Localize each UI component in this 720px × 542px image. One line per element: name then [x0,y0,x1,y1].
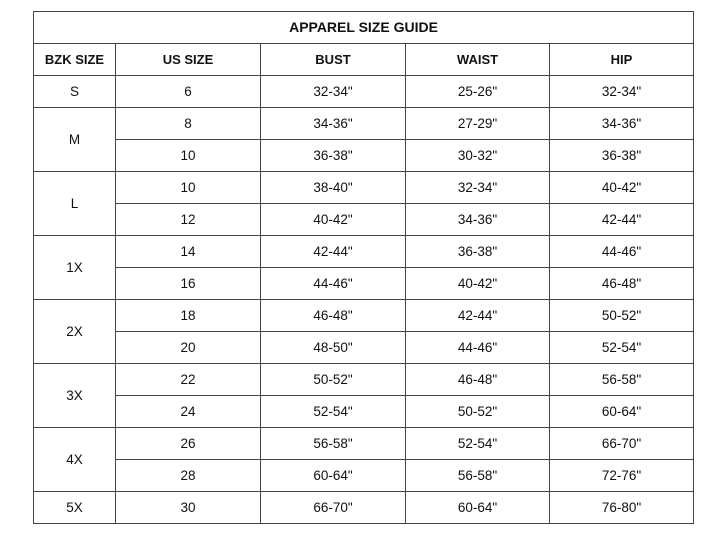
table-row [34,172,694,204]
waist-cell: 25-26" [406,76,550,108]
bust-cell: 46-48" [261,300,406,332]
table-row [34,76,694,108]
header-bzk-size: BZK SIZE [34,44,116,76]
bust-cell: 56-58" [261,428,406,460]
bzk-size-cell: M [34,108,116,172]
waist-cell: 30-32" [406,140,550,172]
bust-cell: 34-36" [261,108,406,140]
bzk-size-cell: 4X [34,428,116,492]
us-size-cell: 10 [116,140,261,172]
table-row [34,428,694,460]
us-size-cell: 26 [116,428,261,460]
table-row [34,364,694,396]
hip-cell: 52-54" [550,332,694,364]
bust-cell: 40-42" [261,204,406,236]
table-row [34,460,694,492]
hip-cell: 72-76" [550,460,694,492]
hip-cell: 76-80" [550,492,694,524]
table-row [34,492,694,524]
waist-cell: 40-42" [406,268,550,300]
table-row [34,396,694,428]
us-size-cell: 8 [116,108,261,140]
header-waist: WAIST [406,44,550,76]
header-bust: BUST [261,44,406,76]
hip-cell: 56-58" [550,364,694,396]
bzk-size-cell: 3X [34,364,116,428]
bust-cell: 36-38" [261,140,406,172]
bzk-size-cell: L [34,172,116,236]
hip-cell: 36-38" [550,140,694,172]
us-size-cell: 30 [116,492,261,524]
hip-cell: 66-70" [550,428,694,460]
bust-cell: 50-52" [261,364,406,396]
us-size-cell: 16 [116,268,261,300]
waist-cell: 46-48" [406,364,550,396]
bzk-size-cell: 1X [34,236,116,300]
us-size-cell: 6 [116,76,261,108]
bzk-size-cell: 5X [34,492,116,524]
hip-cell: 34-36" [550,108,694,140]
bust-cell: 48-50" [261,332,406,364]
title-row [34,12,694,44]
header-us-size: US SIZE [116,44,261,76]
bust-cell: 42-44" [261,236,406,268]
waist-cell: 44-46" [406,332,550,364]
hip-cell: 32-34" [550,76,694,108]
table-row [34,204,694,236]
bust-cell: 52-54" [261,396,406,428]
table-row [34,268,694,300]
table-row [34,300,694,332]
table-body [34,76,694,524]
us-size-cell: 12 [116,204,261,236]
bzk-size-cell: 2X [34,300,116,364]
us-size-cell: 28 [116,460,261,492]
table-row [34,108,694,140]
waist-cell: 32-34" [406,172,550,204]
table-row [34,236,694,268]
waist-cell: 42-44" [406,300,550,332]
waist-cell: 34-36" [406,204,550,236]
us-size-cell: 18 [116,300,261,332]
us-size-cell: 24 [116,396,261,428]
hip-cell: 42-44" [550,204,694,236]
hip-cell: 46-48" [550,268,694,300]
bust-cell: 60-64" [261,460,406,492]
hip-cell: 60-64" [550,396,694,428]
hip-cell: 50-52" [550,300,694,332]
bust-cell: 32-34" [261,76,406,108]
waist-cell: 50-52" [406,396,550,428]
waist-cell: 60-64" [406,492,550,524]
table-row [34,332,694,364]
bzk-size-cell: S [34,76,116,108]
table-row [34,140,694,172]
bust-cell: 44-46" [261,268,406,300]
bust-cell: 38-40" [261,172,406,204]
waist-cell: 27-29" [406,108,550,140]
size-guide-table [33,11,694,524]
waist-cell: 56-58" [406,460,550,492]
table-title: APPAREL SIZE GUIDE [34,12,694,44]
us-size-cell: 20 [116,332,261,364]
waist-cell: 36-38" [406,236,550,268]
header-row [34,44,694,76]
hip-cell: 44-46" [550,236,694,268]
bust-cell: 66-70" [261,492,406,524]
hip-cell: 40-42" [550,172,694,204]
waist-cell: 52-54" [406,428,550,460]
us-size-cell: 14 [116,236,261,268]
us-size-cell: 10 [116,172,261,204]
us-size-cell: 22 [116,364,261,396]
header-hip: HIP [550,44,694,76]
